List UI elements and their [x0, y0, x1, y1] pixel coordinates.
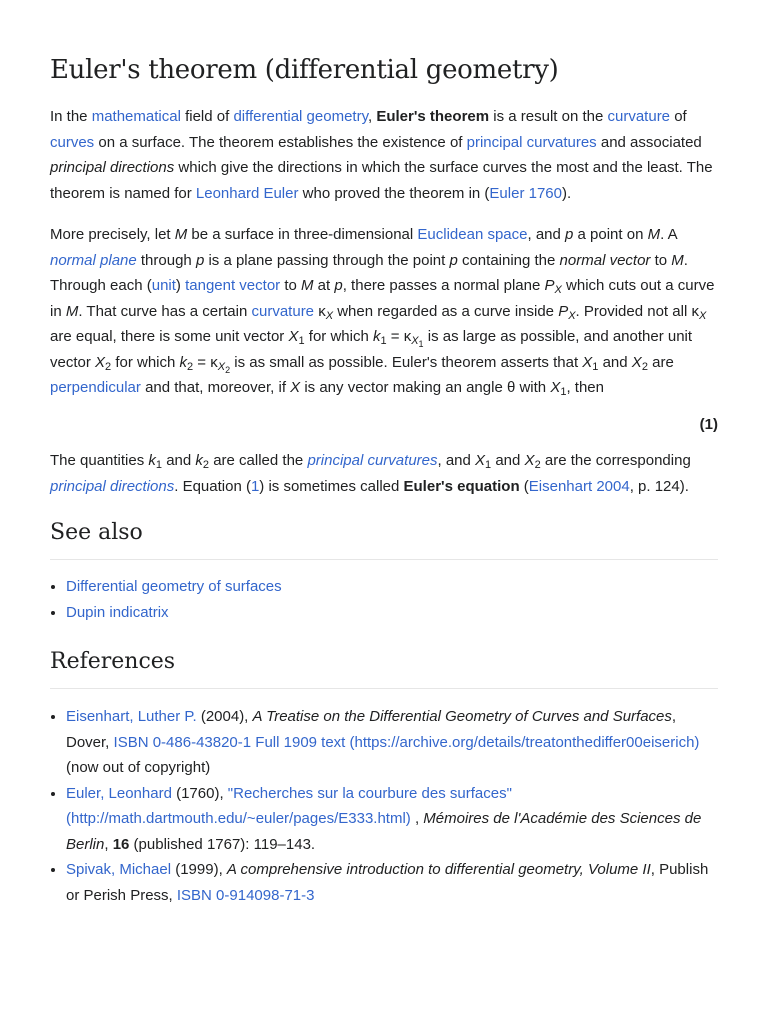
var-p: p	[449, 251, 458, 269]
link-curvature[interactable]: curvature	[251, 302, 315, 320]
text: for which	[111, 353, 180, 371]
link-differential-geometry[interactable]: differential geometry	[233, 108, 368, 125]
see-also-heading: See also	[50, 520, 718, 560]
text: ,	[104, 835, 113, 853]
sub-1: 1	[560, 386, 567, 398]
text: (now out of copyright)	[66, 759, 211, 776]
link-equation-1[interactable]: 1	[250, 477, 260, 495]
var-p: p	[334, 277, 343, 294]
link-normal-plane-label: normal plane	[50, 251, 137, 269]
text: . Provided not all	[575, 302, 692, 320]
text: . Equation (	[174, 477, 251, 495]
sub-1: 1	[592, 360, 599, 373]
var-k: k	[372, 328, 381, 345]
var-M: M	[671, 251, 684, 269]
text: who proved the theorem in (	[298, 184, 490, 202]
text: is any vector making an angle θ with	[300, 379, 551, 396]
sub-1: 1	[380, 335, 387, 347]
text: (1760),	[171, 784, 228, 802]
link-leonhard-euler[interactable]: Leonhard Euler	[195, 184, 299, 202]
var-X: X	[475, 452, 486, 469]
link-full-text[interactable]: Full 1909 text (https://archive.org/details/treatonthediffer00eiserich)	[251, 733, 700, 751]
var-M: M	[301, 277, 314, 294]
bold-eulers-theorem: Euler's theorem	[376, 108, 490, 125]
reference-title: A Treatise on the Differential Geometry of Curves and Surfaces	[252, 708, 672, 725]
link-perpendicular[interactable]: perpendicular	[50, 379, 141, 396]
var-X: X	[95, 353, 106, 371]
text: . A	[660, 226, 677, 243]
link-euler-1760[interactable]: Euler 1760	[489, 184, 562, 202]
sub-X: X	[698, 309, 707, 322]
var-X: X	[550, 379, 561, 396]
text: In the	[50, 108, 92, 125]
link-author-euler[interactable]: Euler, Leonhard	[66, 784, 172, 802]
text: is as large as possible, and another unit vector	[50, 328, 693, 371]
var-X: X	[290, 379, 301, 396]
references-heading: References	[50, 649, 718, 689]
link-mathematical[interactable]: mathematical	[91, 108, 181, 125]
italic-principal-directions: principal directions	[50, 159, 175, 176]
list-item	[66, 600, 718, 626]
sub-X: X	[568, 309, 576, 322]
reference-title: A comprehensive introduction to differential geometry, Volume II	[226, 861, 651, 878]
sub-X: X	[325, 309, 334, 322]
var-P: P	[558, 302, 569, 320]
link-curves[interactable]: curves	[50, 133, 95, 151]
italic-normal-vector: normal vector	[559, 251, 651, 269]
text: are equal, there is some unit vector	[50, 328, 289, 345]
var-P: P	[544, 277, 555, 294]
var-k: k	[148, 452, 156, 469]
text: (	[519, 477, 529, 495]
text: which give the directions in which the surface curves the most and the least. The theorem is named for	[50, 159, 713, 202]
sub-X: X	[217, 360, 226, 373]
text: is a plane passing through the point	[204, 251, 450, 269]
text: More precisely, let	[50, 226, 175, 243]
text: to	[280, 277, 302, 294]
var-k: k	[195, 452, 203, 469]
volume: 16	[112, 835, 130, 853]
link-normal-plane[interactable]	[50, 252, 137, 269]
page-title: Euler's theorem (differential geometry)	[50, 55, 559, 85]
text: be a surface in three-dimensional	[187, 226, 418, 243]
text: to	[650, 251, 672, 269]
list-item	[66, 574, 718, 600]
var-X: X	[631, 353, 642, 371]
text: , Publish or Perish Press,	[66, 861, 709, 904]
reference-item	[66, 704, 718, 781]
var-X: X	[582, 353, 593, 371]
link-curvature[interactable]: curvature	[607, 108, 671, 125]
text: of	[670, 108, 687, 125]
text: (2004),	[196, 708, 253, 725]
text: at	[313, 277, 335, 294]
text: ) is sometimes called	[259, 477, 404, 495]
text: is a result on the	[489, 108, 608, 125]
text: ,	[410, 810, 424, 827]
definition-paragraph	[50, 222, 718, 401]
text: containing the	[457, 251, 560, 269]
link-isbn[interactable]: ISBN 0-486-43820-1	[113, 733, 252, 751]
var-M: M	[174, 226, 188, 243]
sub-X: X	[411, 335, 419, 347]
text: =	[193, 353, 211, 371]
sub-1: 1	[418, 339, 424, 349]
see-also-list	[50, 574, 718, 625]
text: through	[136, 251, 196, 269]
link-label: principal curvatures	[307, 452, 438, 469]
text: when regarded as a curve inside	[333, 302, 559, 320]
references-list	[50, 704, 718, 908]
var-k: k	[179, 353, 188, 371]
link-unit[interactable]: unit	[151, 277, 176, 294]
link-label: principal directions	[50, 477, 175, 495]
text: . Through each (	[50, 251, 688, 294]
quantities-paragraph	[50, 448, 718, 499]
link-principal-curvatures[interactable]: principal curvatures	[466, 133, 597, 151]
link-principal-curvatures-italic[interactable]	[307, 452, 437, 469]
text: field of	[180, 108, 234, 125]
var-X: X	[524, 452, 535, 469]
var-p: p	[195, 251, 205, 269]
text: =	[386, 328, 404, 345]
link-recherches[interactable]: "Recherches sur la courbure des surfaces" (http://math.dartmouth.edu/~euler/pages/E333.html)	[66, 784, 512, 827]
link-author-spivak[interactable]: Spivak, Michael	[66, 861, 172, 878]
text: and	[491, 452, 525, 469]
var-X: X	[288, 328, 299, 345]
text: , and	[437, 452, 476, 469]
kappa: κ	[318, 302, 326, 320]
kappa: κ	[403, 328, 412, 345]
text: , p. 124).	[629, 477, 689, 495]
text: is as small as possible. Euler's theorem asserts that	[230, 353, 583, 371]
equation-number: (1)	[699, 416, 718, 433]
text: and that, moreover, if	[140, 379, 291, 396]
kappa: κ	[691, 302, 699, 320]
link-author-eisenhart[interactable]: Eisenhart, Luther P.	[66, 708, 197, 725]
sub-1: 1	[155, 459, 163, 471]
reference-item	[66, 781, 718, 858]
text: a point on	[573, 226, 648, 243]
text: (1999),	[171, 861, 227, 878]
link-principal-directions[interactable]	[50, 478, 174, 495]
text: , there passes a normal plane	[342, 277, 545, 294]
text: , Dover,	[66, 708, 677, 751]
sub-1: 1	[485, 459, 492, 471]
link-eisenhart-2004[interactable]: Eisenhart 2004	[528, 477, 630, 495]
reference-item	[66, 857, 718, 908]
var-M: M	[647, 226, 661, 243]
text: are called the	[209, 452, 308, 469]
kappa: κ	[210, 353, 218, 371]
text: The quantities	[50, 452, 149, 469]
text: , then	[566, 379, 604, 396]
link-differential-geometry-of-surfaces[interactable]: Differential geometry of surfaces	[66, 578, 282, 595]
text: ).	[561, 184, 572, 202]
text: on a surface. The theorem establishes the existence of	[94, 133, 467, 151]
sub-1: 1	[298, 335, 305, 347]
link-dupin-indicatrix[interactable]: Dupin indicatrix	[66, 603, 169, 621]
text: are	[647, 353, 674, 371]
link-isbn[interactable]: ISBN 0-914098-71-3	[176, 886, 315, 904]
sub-2: 2	[225, 364, 231, 375]
text: (published 1767): 119–143.	[129, 835, 316, 853]
sub-2: 2	[534, 459, 541, 471]
sub-2: 2	[187, 360, 194, 373]
text: ,	[367, 108, 377, 125]
link-euclidean-space[interactable]: Euclidean space	[417, 226, 528, 243]
text: and associated	[596, 133, 702, 151]
link-tangent-vector[interactable]: tangent vector	[185, 277, 281, 294]
sub-2: 2	[105, 360, 112, 373]
intro-paragraph	[50, 104, 718, 206]
sub-2: 2	[641, 360, 648, 373]
bold-eulers-equation: Euler's equation	[403, 477, 520, 495]
journal-title: Mémoires de l'Académie des Sciences de Berlin	[66, 810, 702, 853]
var-p: p	[565, 226, 574, 243]
text: )	[175, 277, 186, 294]
text: which cuts out a curve in	[50, 277, 715, 320]
text: , and	[527, 226, 566, 243]
var-M: M	[65, 302, 79, 320]
text: and	[598, 353, 632, 371]
text: and	[162, 452, 196, 469]
text: for which	[304, 328, 373, 345]
text: . That curve has a certain	[78, 302, 252, 320]
sub-X: X	[554, 284, 562, 296]
sub-2: 2	[202, 459, 210, 471]
text: are the corresponding	[540, 452, 691, 469]
